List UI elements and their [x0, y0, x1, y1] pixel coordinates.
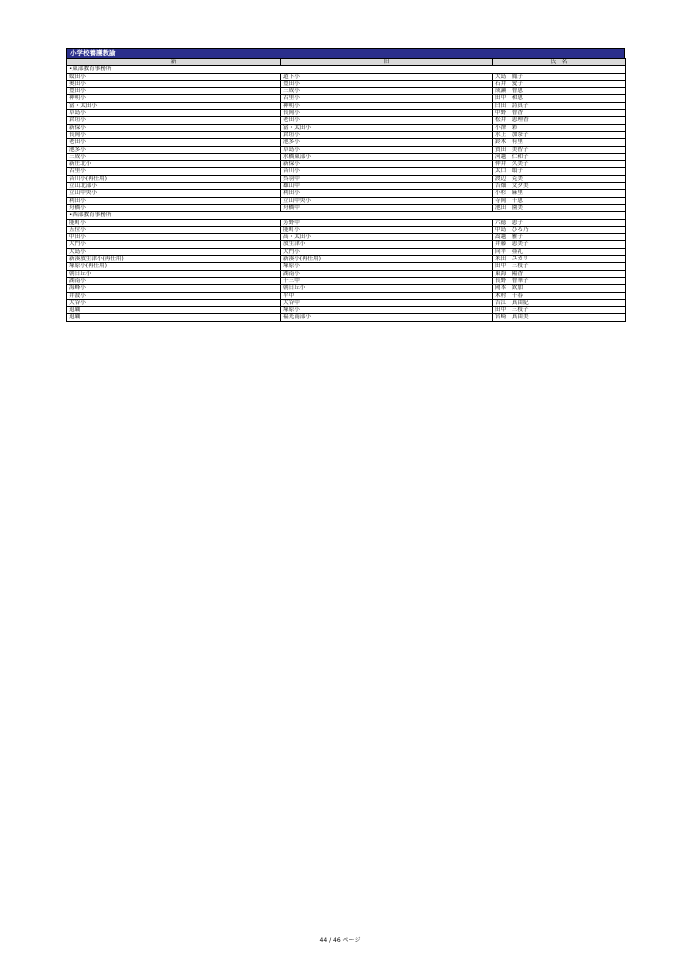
old-school-cell: 十三中 [281, 277, 493, 284]
new-school-cell: 舟橋小 [67, 204, 281, 211]
name-cell: 松井 恵理香 [493, 117, 626, 124]
section-row [67, 66, 626, 73]
table-row [67, 124, 626, 131]
page-number: 44 / 46 ページ [319, 937, 361, 944]
new-school-cell: 海峰小 [67, 285, 281, 292]
new-school-cell: 富・太田小 [67, 102, 281, 109]
old-school-cell: 福光南部小 [281, 314, 493, 321]
old-school-cell: 大谷中 [281, 299, 493, 306]
old-school-cell: 湖南小 [281, 270, 493, 277]
table-row [67, 146, 626, 153]
new-school-cell: 老田小 [67, 139, 281, 146]
table-row [67, 241, 626, 248]
new-school-cell: 豊田小 [67, 88, 281, 95]
table-row [67, 270, 626, 277]
old-school-cell: 朝日丘小 [281, 285, 493, 292]
name-cell: 吉江 真由紀 [493, 299, 626, 306]
old-school-cell: 富・太田小 [281, 124, 493, 131]
table-row [67, 248, 626, 255]
sheet-title: 小学校養護教諭 [66, 48, 625, 58]
table-body [67, 66, 626, 321]
table-row [67, 299, 626, 306]
old-school-cell: 老田小 [281, 117, 493, 124]
section-row [67, 212, 626, 219]
new-school-cell: 大門小 [67, 241, 281, 248]
new-school-cell: 五位小 [67, 226, 281, 233]
table-row [67, 88, 626, 95]
name-cell: 小澤 彩 [493, 124, 626, 131]
new-school-cell: 中田小 [67, 234, 281, 241]
name-cell: 臼田 詩真子 [493, 102, 626, 109]
old-school-cell: 草島小 [281, 146, 493, 153]
old-school-cell: 大門小 [281, 248, 493, 255]
new-school-cell: 大島小 [67, 248, 281, 255]
name-cell: 石井 愛子 [493, 80, 626, 87]
name-cell: 渡辺 克美 [493, 175, 626, 182]
old-school-cell: 芳野中 [281, 219, 493, 226]
old-school-cell: 豊田小 [281, 80, 493, 87]
name-cell: 中島 ひろ乃 [493, 226, 626, 233]
table-row [67, 292, 626, 299]
old-school-cell: 三成小 [281, 88, 493, 95]
name-cell: 宮崎 真由美 [493, 314, 626, 321]
table-row [67, 263, 626, 270]
old-school-cell: 能町小 [281, 226, 493, 233]
name-cell: 向平 亜礼 [493, 248, 626, 255]
name-cell: 田中 和恵 [493, 95, 626, 102]
name-cell: 米田 ユカリ [493, 256, 626, 263]
name-cell: 吉畑 文夕美 [493, 183, 626, 190]
old-school-cell: 放生津小 [281, 241, 493, 248]
table-row [67, 95, 626, 102]
table-row [67, 110, 626, 117]
table-row [67, 307, 626, 314]
name-cell: 大島 鳳子 [493, 73, 626, 80]
new-school-cell: 能町小 [67, 219, 281, 226]
table-row [67, 139, 626, 146]
transfer-table [66, 58, 626, 322]
personnel-sheet [66, 48, 625, 322]
table-row [67, 168, 626, 175]
name-cell: 鈴木 有里 [493, 139, 626, 146]
new-school-cell: 神明小 [67, 95, 281, 102]
name-cell: 成瀬 智恵 [493, 88, 626, 95]
name-cell: 太口 頌子 [493, 168, 626, 175]
old-school-cell: 倉垣小 [281, 131, 493, 138]
name-cell: 長野 智華子 [493, 277, 626, 284]
header-name: 氏 名 [493, 59, 626, 66]
name-cell: 中野 智香 [493, 110, 626, 117]
header-row [67, 59, 626, 66]
table-row [67, 277, 626, 284]
new-school-cell: 湖南小 [67, 277, 281, 284]
new-school-cell: 池多小 [67, 146, 281, 153]
old-school-cell: 高・太田小 [281, 234, 493, 241]
table-row [67, 219, 626, 226]
table-row [67, 314, 626, 321]
table-row [67, 73, 626, 80]
old-school-cell: 長岡小 [281, 110, 493, 117]
new-school-cell: 利田小 [67, 197, 281, 204]
section-label: •西部教育事務所 [67, 212, 626, 219]
table-row [67, 183, 626, 190]
new-school-cell: 長岡小 [67, 131, 281, 138]
table-row [67, 131, 626, 138]
name-cell: 仲井 久美子 [493, 161, 626, 168]
old-school-cell: 雄山中 [281, 183, 493, 190]
old-school-cell: 新保小 [281, 161, 493, 168]
section-label: •東部教育事務所 [67, 66, 626, 73]
new-school-cell: 三成小 [67, 153, 281, 160]
old-school-cell: 神明小 [281, 102, 493, 109]
old-school-cell: 水橋東部小 [281, 153, 493, 160]
new-school-cell: 朝日丘小 [67, 270, 281, 277]
old-school-cell: 呉羽中 [281, 175, 493, 182]
name-cell: 木村 千春 [493, 292, 626, 299]
name-cell: 河越 仁和子 [493, 153, 626, 160]
name-cell: 池田 園美 [493, 204, 626, 211]
new-school-cell: 退職 [67, 307, 281, 314]
new-school-cell: 新湊放生津小(再任用) [67, 256, 281, 263]
old-school-cell: 池多小 [281, 139, 493, 146]
table-row [67, 204, 626, 211]
name-cell: 東海 陽香 [493, 270, 626, 277]
table-row [67, 256, 626, 263]
new-school-cell: 井波小 [67, 292, 281, 299]
name-cell: 賀田 美智子 [493, 146, 626, 153]
table-row [67, 234, 626, 241]
old-school-cell: 塚原小 [281, 263, 493, 270]
table-row [67, 161, 626, 168]
new-school-cell: 倉垣小 [67, 117, 281, 124]
new-school-cell: 退職 [67, 314, 281, 321]
name-cell: 六徳 恵子 [493, 219, 626, 226]
new-school-cell: 立山中央小 [67, 190, 281, 197]
table-row [67, 80, 626, 87]
new-school-cell: 蚊田小 [67, 73, 281, 80]
header-new: 新 [67, 59, 281, 66]
old-school-cell: 利田小 [281, 190, 493, 197]
table-row [67, 226, 626, 233]
new-school-cell: 音川小(再任用) [67, 175, 281, 182]
name-cell: 岡本 欽加 [493, 285, 626, 292]
old-school-cell: 塚原小 [281, 307, 493, 314]
name-cell: 田中 三枝子 [493, 263, 626, 270]
old-school-cell: 道下小 [281, 73, 493, 80]
old-school-cell: 音川小 [281, 168, 493, 175]
name-cell: 水上 加奈子 [493, 131, 626, 138]
name-cell: 田中 三枝子 [493, 307, 626, 314]
name-cell: 寺岡 千恵 [493, 197, 626, 204]
old-school-cell: 新湊小(再任用) [281, 256, 493, 263]
new-school-cell: 新庄北小 [67, 161, 281, 168]
table-row [67, 175, 626, 182]
new-school-cell: 奥田小 [67, 80, 281, 87]
table-row [67, 102, 626, 109]
table-row [67, 285, 626, 292]
new-school-cell: 立山北部小 [67, 183, 281, 190]
new-school-cell: 新保小 [67, 124, 281, 131]
table-row [67, 197, 626, 204]
new-school-cell: 大谷小 [67, 299, 281, 306]
table-row [67, 190, 626, 197]
name-cell: 井藤 恵美子 [493, 241, 626, 248]
name-cell: 嵩越 雅子 [493, 234, 626, 241]
new-school-cell: 古里小 [67, 168, 281, 175]
header-old: 旧 [281, 59, 493, 66]
old-school-cell: 舟橋中 [281, 204, 493, 211]
old-school-cell: 古里小 [281, 95, 493, 102]
name-cell: 小杉 麻里 [493, 190, 626, 197]
table-row [67, 117, 626, 124]
old-school-cell: 平中 [281, 292, 493, 299]
old-school-cell: 立山中央小 [281, 197, 493, 204]
new-school-cell: 塚原小(再任用) [67, 263, 281, 270]
table-row [67, 153, 626, 160]
new-school-cell: 草島小 [67, 110, 281, 117]
